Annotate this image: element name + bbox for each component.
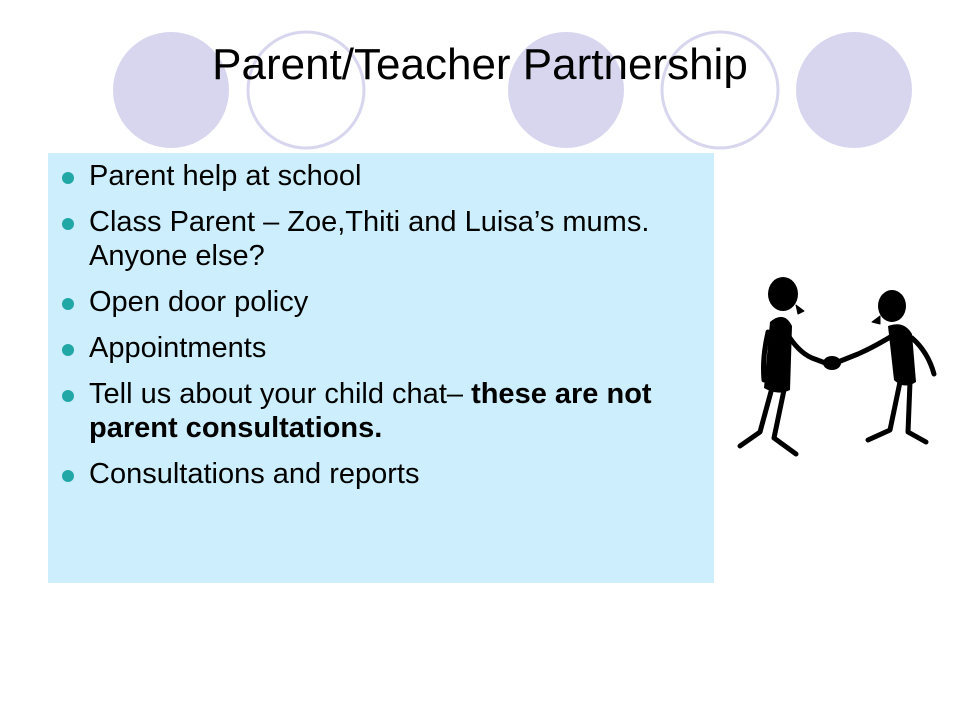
right-person-leg xyxy=(868,382,900,440)
right-person-arm xyxy=(838,336,892,362)
handshake-people-icon xyxy=(728,270,948,465)
bullet-item xyxy=(48,377,714,445)
bullet-text: Parent help at school xyxy=(89,160,362,192)
right-person-nose xyxy=(872,316,880,324)
bullet-text: Class Parent – Zoe,Thiti and Luisa’s mums. Anyone else? xyxy=(89,206,650,272)
bullet-text: Open door policy xyxy=(89,286,309,318)
right-person-back-arm xyxy=(912,338,934,374)
bullet-item xyxy=(48,205,714,273)
content-box xyxy=(48,153,714,583)
bullet-item xyxy=(48,331,714,365)
bullet-dot-icon xyxy=(62,218,74,230)
left-person-head xyxy=(768,277,798,311)
bullet-dot-icon xyxy=(62,344,74,356)
bullet-item xyxy=(48,285,714,319)
bullet-dot-icon xyxy=(62,390,74,402)
handshake-hands xyxy=(823,356,841,370)
slide-title: Parent/Teacher Partnership xyxy=(212,40,748,89)
bullet-dot-icon xyxy=(62,172,74,184)
left-person-leg xyxy=(774,390,796,454)
bullet-item xyxy=(48,159,714,193)
bullet-list xyxy=(48,159,714,503)
left-person-arm xyxy=(786,332,828,364)
bullet-item xyxy=(48,457,714,491)
bullet-dot-icon xyxy=(62,298,74,310)
bullet-text: Tell us about your child chat– xyxy=(89,378,472,410)
bullet-bold-text: these are not parent consultations. xyxy=(89,378,652,444)
bullet-dot-icon xyxy=(62,470,74,482)
left-person-nose xyxy=(796,305,804,314)
bullet-text: Appointments xyxy=(89,332,267,364)
bullet-text: Consultations and reports xyxy=(89,458,420,490)
left-person-body xyxy=(764,317,792,393)
left-person-leg xyxy=(740,388,772,446)
right-person-leg xyxy=(908,382,926,442)
right-person-head xyxy=(878,290,906,322)
right-person-body xyxy=(888,324,916,385)
